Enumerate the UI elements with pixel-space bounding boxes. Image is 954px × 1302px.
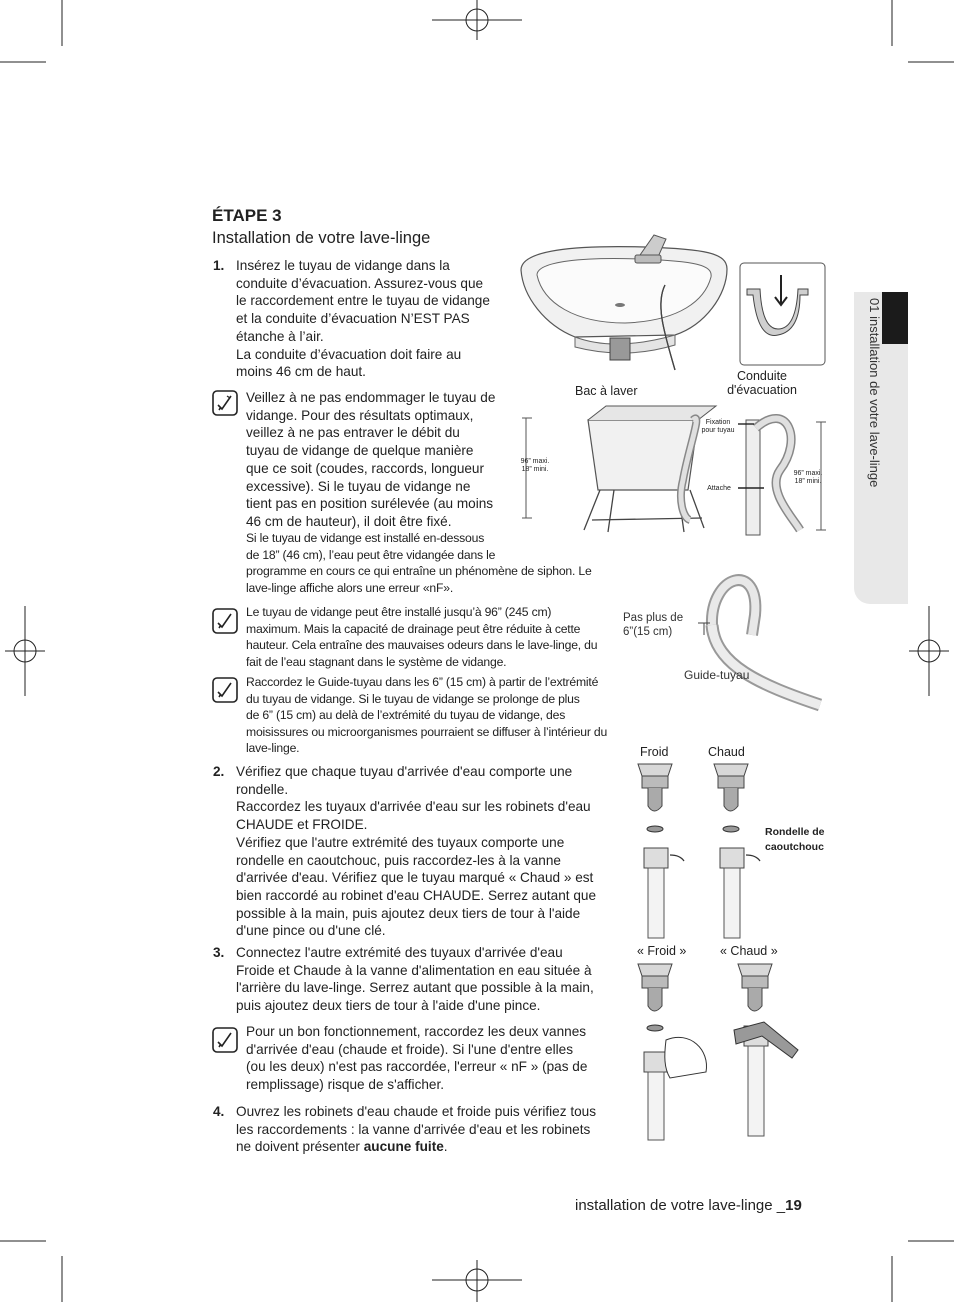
sink-illustration — [515, 225, 827, 375]
text-line: que ce soit (coudes, raccords, longueur — [246, 460, 485, 476]
text-line: Ouvrez les robinets d'eau chaude et froide puis vérifiez tous — [236, 1104, 597, 1119]
text-line: Connectez l'autre extrémité des tuyaux d'arrivée d'eau — [236, 945, 563, 960]
text-line: rondelle. — [236, 781, 289, 797]
label-froid: Froid — [640, 745, 669, 759]
text-line: étanche à l’air. — [236, 328, 324, 344]
note-icon — [212, 677, 238, 703]
text-line: possible à la main, puis ajoutez deux tiers de tour à l'aide — [236, 905, 581, 921]
label-rondelle — [765, 825, 825, 855]
text-line: vidange. Pour des résultats optimaux, — [246, 407, 474, 423]
note-icon — [212, 1027, 238, 1053]
text-line: 18” mini. — [794, 478, 822, 485]
text-line: de 18” (46 cm), l’eau peut être vidangée dans le — [246, 547, 496, 562]
page-footer — [575, 1197, 802, 1214]
text-line: hauteur. Cela entraîne des mauvaises odeurs dans le lave-linge, du — [246, 638, 598, 652]
text-line — [236, 1138, 626, 1156]
label-dims-right — [791, 470, 825, 486]
text-line: Insérez le tuyau de vidange dans la — [236, 258, 450, 273]
text-line: Pas plus de — [623, 612, 684, 624]
text-line: 46 cm de hauteur), il doit être fixé. — [246, 513, 452, 529]
text-line: conduite d’évacuation. Assurez-vous que — [236, 275, 484, 291]
text-line: d'arrivée d'eau (chaude et froide). Si l'une d'entre elles — [246, 1041, 574, 1057]
text-line: les raccordements : la vanne d'arrivée d'eau et les robinets — [236, 1121, 591, 1137]
text-line: programme en cours ce qui entraîne un phénomène de siphon. Le — [246, 564, 592, 578]
text-fragment: ne doivent présenter — [236, 1139, 364, 1155]
text-line: excessive). Si le tuyau de vidange ne — [246, 478, 471, 494]
text-line: Raccordez les tuyaux d'arrivée d'eau sur les robinets d'eau — [236, 799, 591, 815]
text-line: et la conduite d’évacuation N’EST PAS — [236, 311, 470, 327]
tap-connection-illustration — [630, 760, 765, 940]
text-line: Pour un bon fonctionnement, raccordez les deux vannes — [246, 1024, 587, 1039]
label-dims-left — [518, 458, 552, 474]
step-heading: ÉTAPE 3 — [212, 206, 282, 225]
note-1-text — [246, 389, 518, 531]
text-line: La conduite d’évacuation doit faire au — [236, 346, 462, 362]
step-number: 4. — [213, 1104, 225, 1119]
text-line: d'arrivée d'eau. Vérifiez que le tuyau marqué « Chaud » est — [236, 870, 594, 886]
text-line: d'évacuation — [727, 383, 797, 397]
text-line: Vérifiez que l'autre extrémité des tuyaux comporte une — [236, 834, 565, 850]
note-icon — [212, 608, 238, 634]
text-line: tient pas en position surélevée (au moins — [246, 496, 494, 512]
note-3-text — [246, 674, 621, 757]
side-tab-marker — [882, 292, 908, 344]
text-line: maximum. Mais la capacité de drainage peut être réduite à cette — [246, 621, 581, 636]
step-4-text — [236, 1103, 626, 1156]
text-line: moisissures ou microorganismes pourraient se diffuser à l’intérieur du — [246, 724, 608, 739]
step-number: 1. — [213, 258, 225, 273]
text-line: (ou les deux) n'est pas raccordée, l'erreur « nF » (pas de — [246, 1059, 588, 1075]
text-line: 6”(15 cm) — [623, 626, 673, 638]
label-guide: Guide-tuyau — [684, 668, 750, 682]
text-line: bien raccordé au robinet d'eau CHAUDE. Serrez autant que — [236, 887, 597, 903]
text-line: 18” mini. — [521, 466, 549, 473]
text-line: du tuyau de vidange. Si le tuyau de vidange se prolonge de plus — [246, 691, 580, 706]
label-fixation — [698, 419, 738, 435]
text-line: 96” maxi. — [793, 470, 823, 477]
label-chaud: Chaud — [708, 745, 745, 759]
label-conduite — [722, 369, 802, 397]
step-3-text — [236, 944, 626, 1015]
text-line: Rondelle de — [765, 826, 825, 838]
side-tab — [854, 292, 908, 604]
text-line: lave-linge affiche alors une erreur «nF». — [246, 580, 454, 595]
page-number: 19 — [785, 1197, 802, 1214]
text-line: moins 46 cm de haut. — [236, 364, 366, 380]
label-chaud-quoted: « Chaud » — [720, 944, 778, 958]
text-line: l'arrière du lave-linge. Serrez autant que possible à la main, — [236, 980, 594, 996]
label-pas-plus — [623, 611, 683, 639]
text-line: Vérifiez que chaque tuyau d'arrivée d'eau comporte une — [236, 764, 573, 779]
step-number: 2. — [213, 764, 225, 779]
text-line: 96” maxi. — [520, 458, 550, 465]
text-fragment: . — [443, 1139, 448, 1155]
note-2-text — [246, 604, 616, 670]
text-line: Veillez à ne pas endommager le tuyau de — [246, 390, 496, 405]
label-bac: Bac à laver — [575, 384, 638, 398]
text-line: remplissage) risque de s'afficher. — [246, 1077, 445, 1093]
note-icon — [212, 390, 238, 416]
text-line: tuyau de vidange de quelque manière — [246, 443, 474, 459]
tightening-illustration — [630, 960, 800, 1142]
text-line: Conduite — [736, 369, 788, 383]
label-attache: Attache — [707, 485, 731, 492]
text-line: CHAUDE et FROIDE. — [236, 817, 368, 833]
step-2-text — [236, 763, 626, 940]
text-line: Fixation — [705, 419, 731, 426]
text-line: Si le tuyau de vidange est installé en-dessous — [246, 531, 485, 545]
drain-illustration — [518, 400, 830, 550]
label-froid-quoted: « Froid » — [637, 944, 687, 958]
text-line: le raccordement entre le tuyau de vidange — [236, 293, 490, 309]
text-line: Froide et Chaude à la vanne d'alimentation en eau située à — [236, 962, 592, 978]
text-line: d'une pince ou d'une clé. — [236, 923, 386, 939]
step-1-text — [236, 257, 516, 381]
text-line: Raccordez le Guide-tuyau dans les 6” (15 cm) à partir de l’extrémité — [246, 675, 599, 689]
text-line: de 6” (15 cm) au delà de l’extrémité du tuyau de vidange, des — [246, 708, 566, 722]
text-line: caoutchouc — [765, 841, 824, 853]
text-line: Le tuyau de vidange peut être installé jusqu’à 96” (245 cm) — [246, 605, 552, 619]
text-line: rondelle en caoutchouc, puis raccordez-les à la vanne — [236, 852, 561, 868]
footer-text: installation de votre lave-linge _ — [575, 1197, 786, 1214]
text-line: pour tuyau — [701, 427, 735, 434]
note-4-text — [246, 1023, 626, 1094]
text-line: veillez à ne pas entraver le débit du — [246, 425, 460, 441]
emphasis-text: aucune fuite — [363, 1139, 444, 1155]
text-line: puis ajoutez deux tiers de tour à l'aide d'une pince. — [236, 998, 541, 1014]
step-number: 3. — [213, 945, 225, 960]
text-line: lave-linge. — [246, 741, 300, 755]
text-line: fait de l’eau stagnant dans le système de vidange. — [246, 654, 507, 669]
side-tab-text: 01 installation de votre lave-linge — [867, 298, 882, 488]
section-title: Installation de votre lave-linge — [212, 229, 431, 247]
